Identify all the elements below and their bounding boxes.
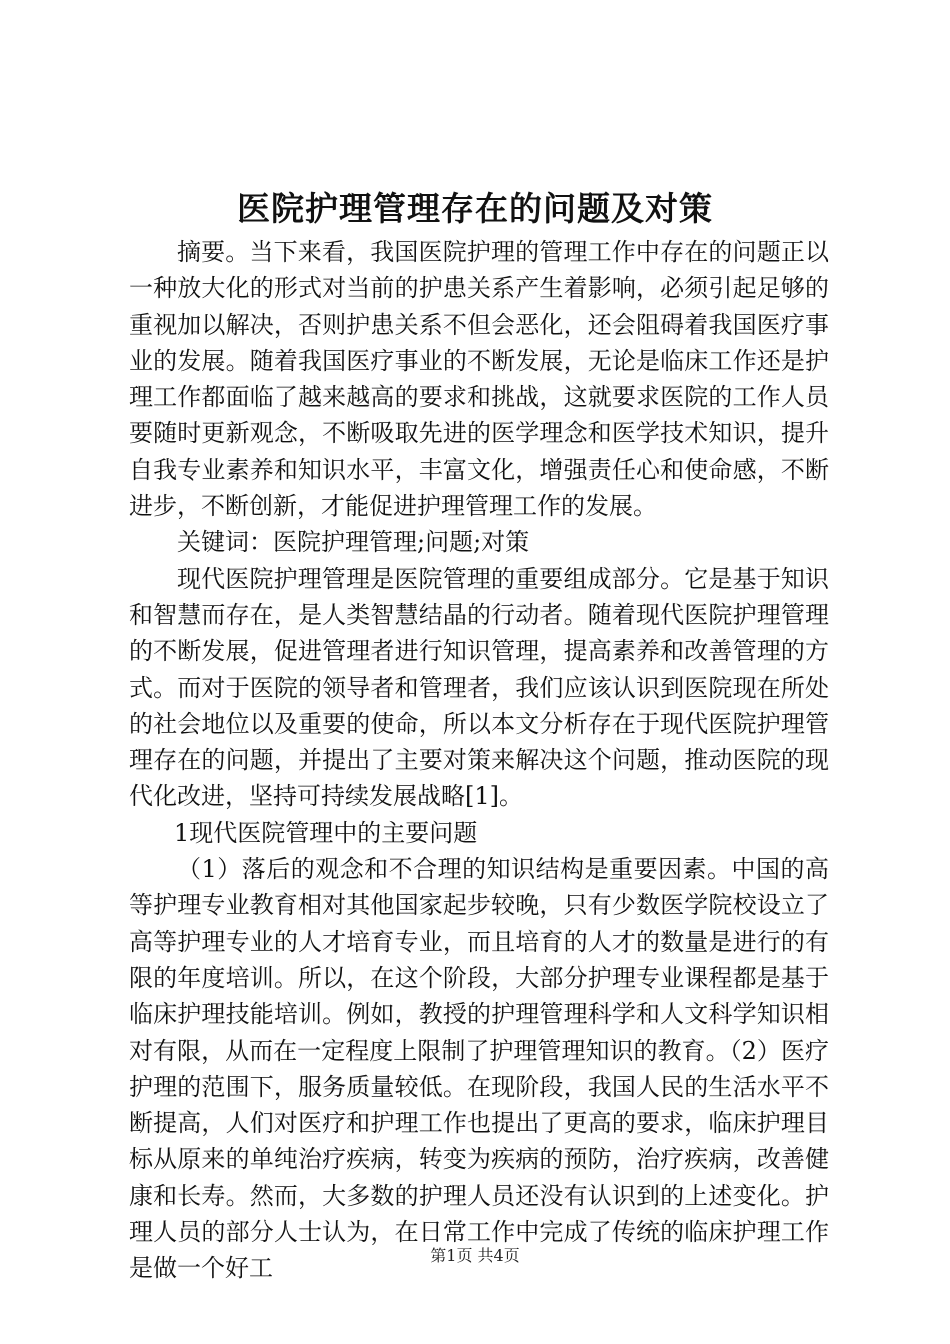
intro-paragraph: 现代医院护理管理是医院管理的重要组成部分。它是基于知识和智慧而存在，是人类智慧结晶的行动者。随着现代医院护理管理的不断发展，促进管理者进行知识管理，提高素养和改善管理的方式。而对于医院的领导者和管理者，我们应该认识到医院现在所处的社会地位以及重要的使命，所以本文分析存在于现代医院护理管理存在的问题，并提出了主要对策来解决这个问题，推动医院的现代化改进，坚持可持续发展战略[1]。 [129,564,829,811]
document-title: 医院护理管理存在的问题及对策 [237,189,713,228]
section-paragraph: （1）落后的观念和不合理的知识结构是重要因素。中国的高等护理专业教育相对其他国家起步较晚，只有少数医学院校设立了高等护理专业的人才培育专业，而且培育的人才的数量是进行的有限的年度培训。所以，在这个阶段，大部分护理专业课程都是基于临床护理技能培训。例如，教授的护理管理科学和人文科学知识相对有限，从而在一定程度上限制了护理管理知识的教育。（2）医疗护理的范围下，服务质量较低。在现阶段，我国人民的生活水平不断提高，人们对医疗和护理工作也提出了更高的要求，临床护理目标从原来的单纯治疗疾病，转变为疾病的预防，治疗疾病，改善健康和长寿。然而，大多数的护理人员还没有认识到的上述变化。护理人员的部分人士认为，在日常工作中完成了传统的临床护理工作是做一个好工 [129,855,829,1283]
keywords-line: 关键词：医院护理管理;问题;对策 [177,528,530,557]
abstract-paragraph: 摘要。当下来看，我国医院护理的管理工作中存在的问题正以一种放大化的形式对当前的护患关系产生着影响，必须引起足够的重视加以解决，否则护患关系不但会恶化，还会阻碍着我国医疗事业的发展。随着我国医疗事业的不断发展，无论是临床工作还是护理工作都面临了越来越高的要求和挑战，这就要求医院的工作人员要随时更新观念，不断吸取先进的医学理念和医学技术知识，提升自我专业素养和知识水平，丰富文化，增强责任心和使命感，不断进步，不断创新，才能促进护理管理工作的发展。 [129,238,829,521]
page-footer: 第1页 共4页 [430,1246,520,1265]
document-body [129,234,829,1287]
section-heading: 1现代医院管理中的主要问题 [174,818,478,847]
